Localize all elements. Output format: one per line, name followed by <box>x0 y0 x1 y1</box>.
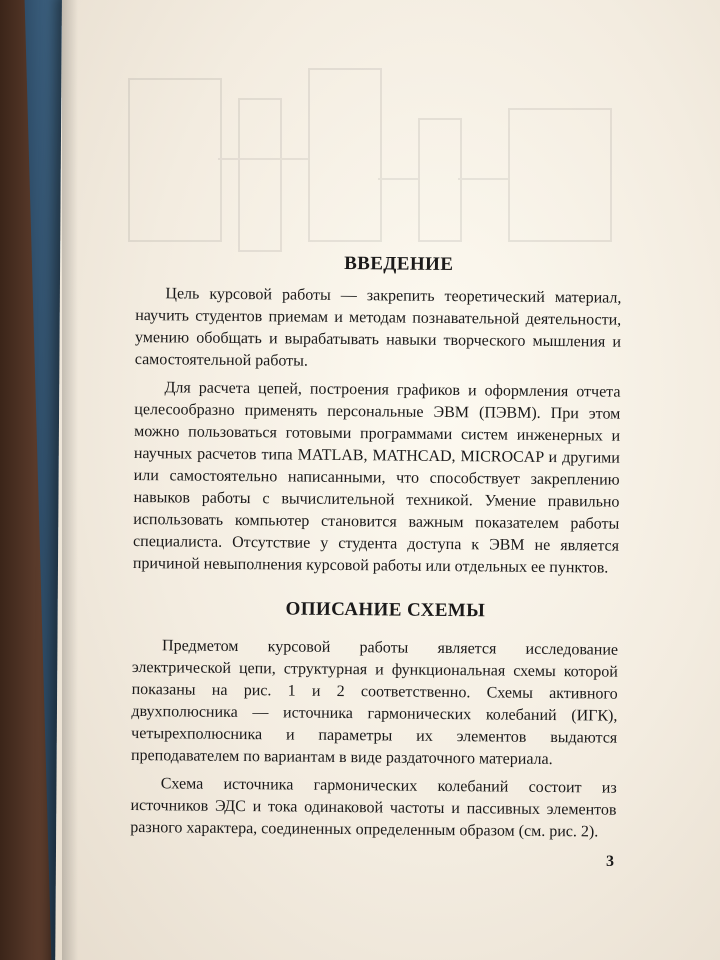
page-content <box>130 236 622 844</box>
bleed-line <box>378 178 418 180</box>
paragraph: Схема источника гармонических колебаний состоит из источников ЭДС и тока одинаковой частоты и пассивных элементов разного характера, соединенных определенным образом (см. рис. 2). <box>130 775 617 841</box>
heading-introduction: ВВЕДЕНИЕ <box>344 252 454 276</box>
paragraph: Цель курсовой работы — закрепить теоретический материал, научить студентов приемам и методам познавательной деятельности, умению обобщать и вырабатывать навыки творческого мышления и самостоятельной работы. <box>134 285 622 370</box>
page-number: 3 <box>606 853 614 870</box>
bleed-line <box>218 158 308 160</box>
page-edge-shadow <box>62 0 78 960</box>
heading-scheme-description: ОПИСАНИЕ СХЕМЫ <box>285 598 486 622</box>
paragraph: Для расчета цепей, построения графиков и оформления отчета целесообразно применять персональные ЭВМ (ПЭВМ). При этом можно пользоваться готовыми программами систем инженерных и научных расчетов типа MATLAB, MATHCAD, MICROCAP и другими или самостоятельно написанными, что способствует закреплению навыков работы с вычислительной техникой. Умение правильно использовать компьютер становится важным показателем работы специалиста. Отсутствие у студента доступа к ЭВМ не является причиной невыполнения курсовой работы или отдельных ее пунктов. <box>132 379 621 577</box>
bleed-box <box>128 78 222 242</box>
bleed-box <box>508 108 612 242</box>
paragraph: Предметом курсовой работы является исследование электрической цепи, структурная и функциональная схемы которой показаны на рис. 1 и 2 соответственно. Схемы активного двухполюсника — источника гармонических колебаний (ИГК), четырехполюсника и параметры их элементов выдаются преподавателем по вариантам в виде раздаточного материала. <box>130 637 619 769</box>
bleed-line <box>458 178 508 180</box>
bleed-box <box>238 98 282 252</box>
bleed-box <box>418 118 462 242</box>
bleed-box <box>308 68 382 242</box>
